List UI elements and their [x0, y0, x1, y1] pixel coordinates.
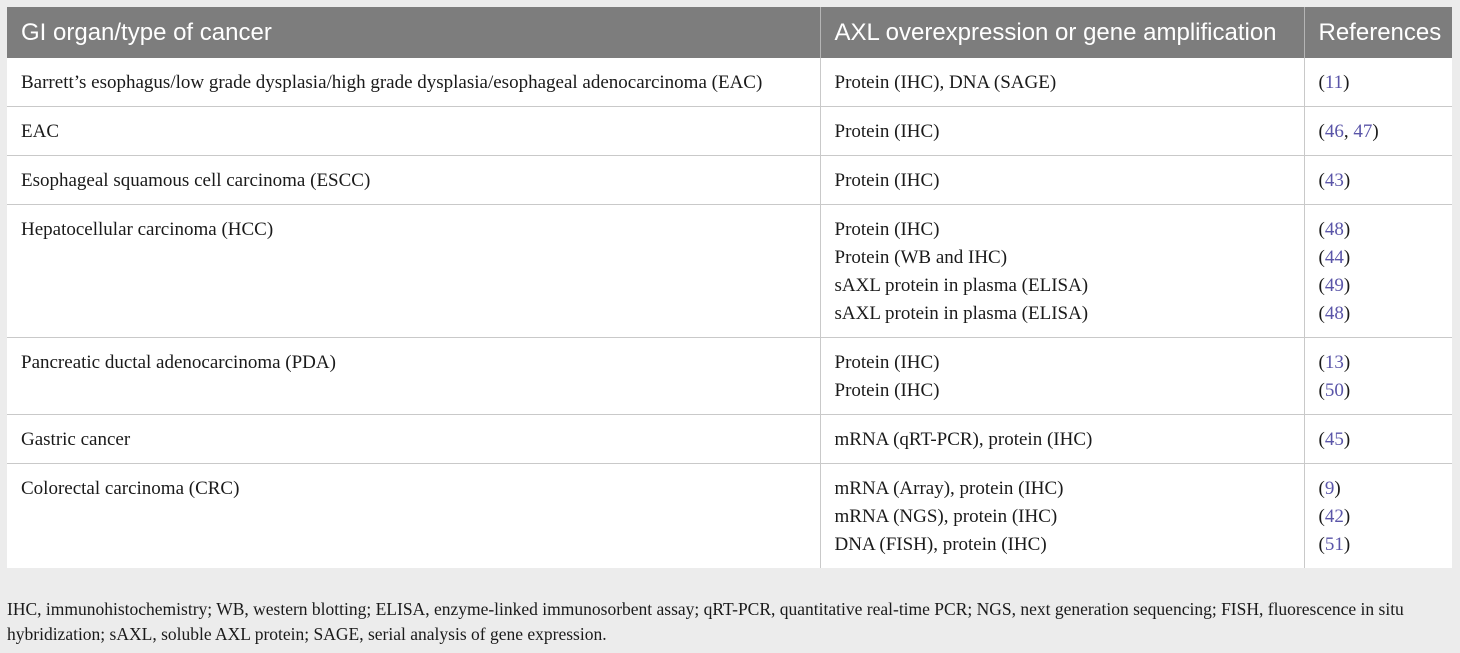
table-footnote: IHC, immunohistochemistry; WB, western blotting; ELISA, enzyme-linked immunosorbent assay; qRT-PCR, quantitative real-time PCR; NGS, next generation sequencing; FISH, fluorescence in situ hybridization; sAXL, soluble AXL protein; SAGE, serial analysis of gene expression.	[7, 599, 1404, 644]
table-row	[7, 58, 1452, 107]
assay-line: Protein (IHC)	[834, 219, 940, 240]
reference-link[interactable]: 46	[1324, 121, 1344, 142]
reference-link[interactable]: 51	[1324, 534, 1344, 555]
header-references: References	[1304, 7, 1452, 58]
reference-line: (48)	[1318, 303, 1351, 324]
cell-assay	[820, 338, 1304, 415]
cell-organ: Barrett’s esophagus/low grade dysplasia/high grade dysplasia/esophageal adenocarcinoma (EAC)	[7, 58, 820, 107]
reference-line: (44)	[1318, 247, 1351, 268]
reference-link[interactable]: 11	[1324, 72, 1344, 93]
table-row	[7, 338, 1452, 415]
cell-references	[1304, 107, 1452, 156]
reference-link[interactable]: 13	[1324, 352, 1344, 373]
reference-link[interactable]: 43	[1324, 170, 1344, 191]
cell-assay	[820, 464, 1304, 569]
reference-link[interactable]: 9	[1324, 478, 1335, 499]
assay-line: Protein (WB and IHC)	[834, 247, 1008, 268]
assay-line: Protein (IHC)	[834, 352, 940, 373]
reference-link[interactable]: 48	[1324, 303, 1344, 324]
table-row	[7, 107, 1452, 156]
reference-line: (45)	[1318, 429, 1351, 450]
reference-line: (43)	[1318, 170, 1351, 191]
reference-line: (11)	[1318, 72, 1350, 93]
reference-line: (48)	[1318, 219, 1351, 240]
assay-line: mRNA (qRT-PCR), protein (IHC)	[834, 429, 1093, 450]
reference-line: (51)	[1318, 534, 1351, 555]
reference-link[interactable]: 50	[1324, 380, 1344, 401]
reference-link[interactable]: 47	[1353, 121, 1373, 142]
cell-organ: Colorectal carcinoma (CRC)	[7, 464, 820, 569]
assay-line: mRNA (Array), protein (IHC)	[834, 478, 1064, 499]
assay-line: sAXL protein in plasma (ELISA)	[834, 303, 1089, 324]
reference-link[interactable]: 44	[1324, 247, 1344, 268]
cell-assay	[820, 205, 1304, 338]
reference-line: (13)	[1318, 352, 1351, 373]
cell-references	[1304, 415, 1452, 464]
cell-organ: Gastric cancer	[7, 415, 820, 464]
table-header-row	[7, 7, 1452, 58]
cell-assay	[820, 107, 1304, 156]
reference-line: (50)	[1318, 380, 1351, 401]
assay-line: Protein (IHC), DNA (SAGE)	[834, 72, 1057, 93]
cell-organ: Pancreatic ductal adenocarcinoma (PDA)	[7, 338, 820, 415]
cell-assay	[820, 415, 1304, 464]
table-row	[7, 205, 1452, 338]
cell-organ: Esophageal squamous cell carcinoma (ESCC)	[7, 156, 820, 205]
cell-assay	[820, 58, 1304, 107]
table-row	[7, 415, 1452, 464]
assay-line: sAXL protein in plasma (ELISA)	[834, 275, 1089, 296]
cell-references	[1304, 205, 1452, 338]
cell-references	[1304, 156, 1452, 205]
cell-assay	[820, 156, 1304, 205]
reference-link[interactable]: 45	[1324, 429, 1344, 450]
reference-link[interactable]: 48	[1324, 219, 1344, 240]
reference-line: (42)	[1318, 506, 1351, 527]
cell-references	[1304, 464, 1452, 569]
table-body	[7, 58, 1452, 568]
reference-link[interactable]: 42	[1324, 506, 1344, 527]
assay-line: Protein (IHC)	[834, 121, 940, 142]
header-axl: AXL overexpression or gene amplification	[820, 7, 1304, 58]
reference-line: (46, 47)	[1318, 121, 1379, 142]
data-table-container	[7, 7, 1452, 568]
cell-organ: EAC	[7, 107, 820, 156]
reference-line: (49)	[1318, 275, 1351, 296]
cell-organ: Hepatocellular carcinoma (HCC)	[7, 205, 820, 338]
reference-link[interactable]: 49	[1324, 275, 1344, 296]
axl-gi-cancer-table	[7, 7, 1452, 568]
table-row	[7, 156, 1452, 205]
header-organ: GI organ/type of cancer	[7, 7, 820, 58]
assay-line: Protein (IHC)	[834, 380, 940, 401]
assay-line: mRNA (NGS), protein (IHC)	[834, 506, 1058, 527]
assay-line: Protein (IHC)	[834, 170, 940, 191]
cell-references	[1304, 338, 1452, 415]
table-row	[7, 464, 1452, 569]
cell-references	[1304, 58, 1452, 107]
assay-line: DNA (FISH), protein (IHC)	[834, 534, 1047, 555]
reference-line: (9)	[1318, 478, 1341, 499]
